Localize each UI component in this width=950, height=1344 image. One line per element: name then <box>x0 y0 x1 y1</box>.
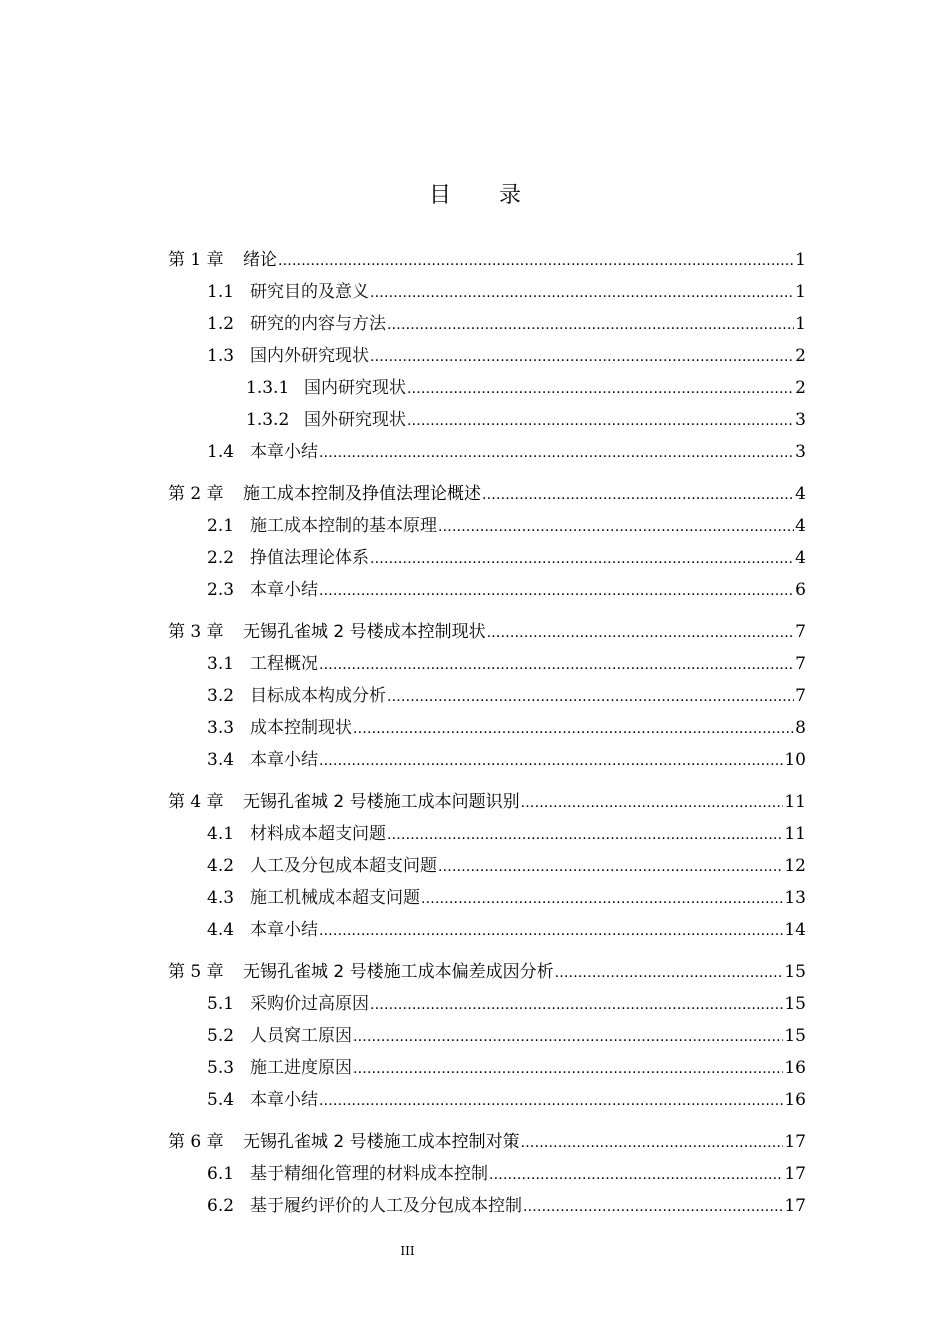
toc-chapter-entry[interactable] <box>168 244 806 276</box>
toc-entry-number: 4.1 <box>207 824 235 844</box>
toc-entry-title: 无锡孔雀城 2 号楼施工成本控制对策 <box>243 1132 520 1152</box>
toc-entry-number: 1.1 <box>207 282 235 302</box>
toc-leader-dots <box>407 373 794 405</box>
toc-entry-title: 材料成本超支问题 <box>250 824 386 844</box>
toc-entry-page: 13 <box>784 888 806 908</box>
toc-entry-number: 第 1 章 <box>168 250 224 270</box>
toc-leader-dots <box>523 1191 783 1223</box>
toc-entry-page: 15 <box>784 1026 806 1046</box>
toc-section-entry[interactable] <box>168 744 806 776</box>
toc-entry-number: 5.4 <box>207 1090 235 1110</box>
toc-entry-number: 1.3.1 <box>246 378 290 398</box>
toc-section-entry[interactable] <box>168 1020 806 1052</box>
toc-leader-dots <box>370 543 794 575</box>
toc-entry-title: 目标成本构成分析 <box>250 686 386 706</box>
toc-entry-title: 成本控制现状 <box>250 718 352 738</box>
toc-entry-title: 施工成本控制及挣值法理论概述 <box>243 484 481 504</box>
toc-entry-page: 2 <box>795 346 806 366</box>
toc-section-entry[interactable] <box>168 914 806 946</box>
toc-entry-page: 4 <box>795 484 806 504</box>
toc-entry-title: 本章小结 <box>250 920 318 940</box>
toc-entry-page: 11 <box>784 824 806 844</box>
toc-leader-dots <box>421 883 783 915</box>
toc-entry-page: 17 <box>784 1196 806 1216</box>
toc-entry-number: 3.3 <box>207 718 235 738</box>
toc-leader-dots <box>407 405 794 437</box>
toc-leader-dots <box>370 989 783 1021</box>
toc-entry-title: 挣值法理论体系 <box>250 548 369 568</box>
toc-chapter-entry[interactable] <box>168 786 806 818</box>
toc-leader-dots <box>521 1127 784 1159</box>
toc-leader-dots <box>387 681 794 713</box>
toc-entry-page: 4 <box>795 516 806 536</box>
toc-entry-page: 1 <box>795 314 806 334</box>
toc-entry-title: 基于履约评价的人工及分包成本控制 <box>250 1196 522 1216</box>
toc-entry-number: 5.1 <box>207 994 235 1014</box>
toc-entry-number: 6.2 <box>207 1196 235 1216</box>
toc-chapter-entry[interactable] <box>168 478 806 510</box>
toc-leader-dots <box>278 245 794 277</box>
toc-entry-page: 3 <box>795 442 806 462</box>
toc-leader-dots <box>353 1053 783 1085</box>
toc-section-entry[interactable] <box>168 340 806 372</box>
toc-entry-number: 4.2 <box>207 856 235 876</box>
toc-leader-dots <box>521 787 784 819</box>
toc-entry-page: 7 <box>795 686 806 706</box>
toc-entry-number: 2.2 <box>207 548 235 568</box>
toc-entry-page: 7 <box>795 654 806 674</box>
toc-section-entry[interactable] <box>168 372 806 404</box>
toc-entry-title: 国内外研究现状 <box>250 346 369 366</box>
toc-section-entry[interactable] <box>168 404 806 436</box>
toc-leader-dots <box>370 341 794 373</box>
toc-entry-number: 第 5 章 <box>168 962 224 982</box>
toc-entry-title: 研究目的及意义 <box>250 282 369 302</box>
toc-leader-dots <box>387 819 783 851</box>
toc-entry-page: 1 <box>795 282 806 302</box>
table-of-contents <box>168 244 806 1222</box>
toc-entry-title: 研究的内容与方法 <box>250 314 386 334</box>
toc-entry-page: 7 <box>795 622 806 642</box>
toc-entry-title: 无锡孔雀城 2 号楼成本控制现状 <box>243 622 486 642</box>
toc-entry-title: 本章小结 <box>250 1090 318 1110</box>
toc-leader-dots <box>319 437 794 469</box>
toc-section-entry[interactable] <box>168 510 806 542</box>
toc-section-entry[interactable] <box>168 712 806 744</box>
toc-section-entry[interactable] <box>168 1158 806 1190</box>
toc-entry-title: 本章小结 <box>250 442 318 462</box>
toc-entry-title: 施工进度原因 <box>250 1058 352 1078</box>
toc-leader-dots <box>555 957 784 989</box>
toc-entry-title: 国内研究现状 <box>304 378 406 398</box>
page-number: III <box>400 1244 415 1258</box>
toc-entry-title: 人员窝工原因 <box>250 1026 352 1046</box>
toc-entry-title: 工程概况 <box>250 654 318 674</box>
toc-entry-number: 2.1 <box>207 516 235 536</box>
toc-entry-number: 2.3 <box>207 580 235 600</box>
toc-leader-dots <box>319 649 794 681</box>
toc-entry-page: 12 <box>784 856 806 876</box>
toc-entry-page: 11 <box>784 792 806 812</box>
toc-entry-page: 4 <box>795 548 806 568</box>
toc-entry-title: 本章小结 <box>250 750 318 770</box>
toc-section-entry[interactable] <box>168 988 806 1020</box>
toc-entry-number: 5.3 <box>207 1058 235 1078</box>
toc-entry-number: 1.4 <box>207 442 235 462</box>
toc-entry-page: 15 <box>784 962 806 982</box>
toc-entry-number: 第 2 章 <box>168 484 224 504</box>
toc-section-entry[interactable] <box>168 648 806 680</box>
toc-entry-title: 无锡孔雀城 2 号楼施工成本问题识别 <box>243 792 520 812</box>
toc-entry-number: 4.3 <box>207 888 235 908</box>
toc-section-entry[interactable] <box>168 308 806 340</box>
toc-chapter-entry[interactable] <box>168 616 806 648</box>
toc-entry-page: 16 <box>784 1058 806 1078</box>
toc-entry-number: 1.3 <box>207 346 235 366</box>
toc-entry-number: 1.3.2 <box>246 410 290 430</box>
toc-entry-page: 15 <box>784 994 806 1014</box>
toc-entry-number: 4.4 <box>207 920 235 940</box>
toc-chapter-entry[interactable] <box>168 956 806 988</box>
toc-leader-dots <box>387 309 794 341</box>
toc-section-entry[interactable] <box>168 1052 806 1084</box>
toc-entry-number: 5.2 <box>207 1026 235 1046</box>
toc-section-entry[interactable] <box>168 542 806 574</box>
toc-section-entry[interactable] <box>168 574 806 606</box>
toc-entry-page: 14 <box>784 920 806 940</box>
toc-entry-title: 无锡孔雀城 2 号楼施工成本偏差成因分析 <box>243 962 554 982</box>
toc-entry-title: 施工机械成本超支问题 <box>250 888 420 908</box>
toc-entry-number: 1.2 <box>207 314 235 334</box>
toc-entry-number: 第 4 章 <box>168 792 224 812</box>
toc-leader-dots <box>489 1159 783 1191</box>
toc-entry-page: 1 <box>795 250 806 270</box>
toc-leader-dots <box>319 1085 783 1117</box>
toc-entry-title: 采购价过高原因 <box>250 994 369 1014</box>
toc-entry-title: 绪论 <box>243 250 277 270</box>
toc-leader-dots <box>353 713 794 745</box>
toc-section-entry[interactable] <box>168 882 806 914</box>
toc-entry-number: 3.2 <box>207 686 235 706</box>
toc-entry-page: 3 <box>795 410 806 430</box>
toc-entry-page: 16 <box>784 1090 806 1110</box>
toc-entry-page: 10 <box>784 750 806 770</box>
toc-entry-title: 基于精细化管理的材料成本控制 <box>250 1164 488 1184</box>
toc-section-entry[interactable] <box>168 680 806 712</box>
toc-entry-number: 第 6 章 <box>168 1132 224 1152</box>
toc-leader-dots <box>482 479 794 511</box>
toc-entry-number: 6.1 <box>207 1164 235 1184</box>
toc-entry-page: 6 <box>795 580 806 600</box>
toc-leader-dots <box>438 851 783 883</box>
toc-section-entry[interactable] <box>168 818 806 850</box>
toc-entry-title: 国外研究现状 <box>304 410 406 430</box>
toc-entry-title: 施工成本控制的基本原理 <box>250 516 437 536</box>
toc-title: 目录 <box>428 183 569 208</box>
toc-entry-page: 8 <box>795 718 806 738</box>
toc-leader-dots <box>319 745 783 777</box>
toc-leader-dots <box>370 277 794 309</box>
toc-entry-page: 17 <box>784 1164 806 1184</box>
toc-entry-number: 第 3 章 <box>168 622 224 642</box>
toc-section-entry[interactable] <box>168 1084 806 1116</box>
toc-entry-number: 3.1 <box>207 654 235 674</box>
toc-leader-dots <box>438 511 794 543</box>
toc-entry-page: 2 <box>795 378 806 398</box>
toc-section-entry[interactable] <box>168 850 806 882</box>
toc-section-entry[interactable] <box>168 436 806 468</box>
toc-leader-dots <box>319 575 794 607</box>
toc-entry-page: 17 <box>784 1132 806 1152</box>
toc-entry-title: 人工及分包成本超支问题 <box>250 856 437 876</box>
toc-entry-title: 本章小结 <box>250 580 318 600</box>
toc-chapter-entry[interactable] <box>168 1126 806 1158</box>
toc-leader-dots <box>319 915 783 947</box>
toc-leader-dots <box>353 1021 783 1053</box>
toc-leader-dots <box>487 617 795 649</box>
toc-section-entry[interactable] <box>168 276 806 308</box>
toc-section-entry[interactable] <box>168 1190 806 1222</box>
toc-entry-number: 3.4 <box>207 750 235 770</box>
